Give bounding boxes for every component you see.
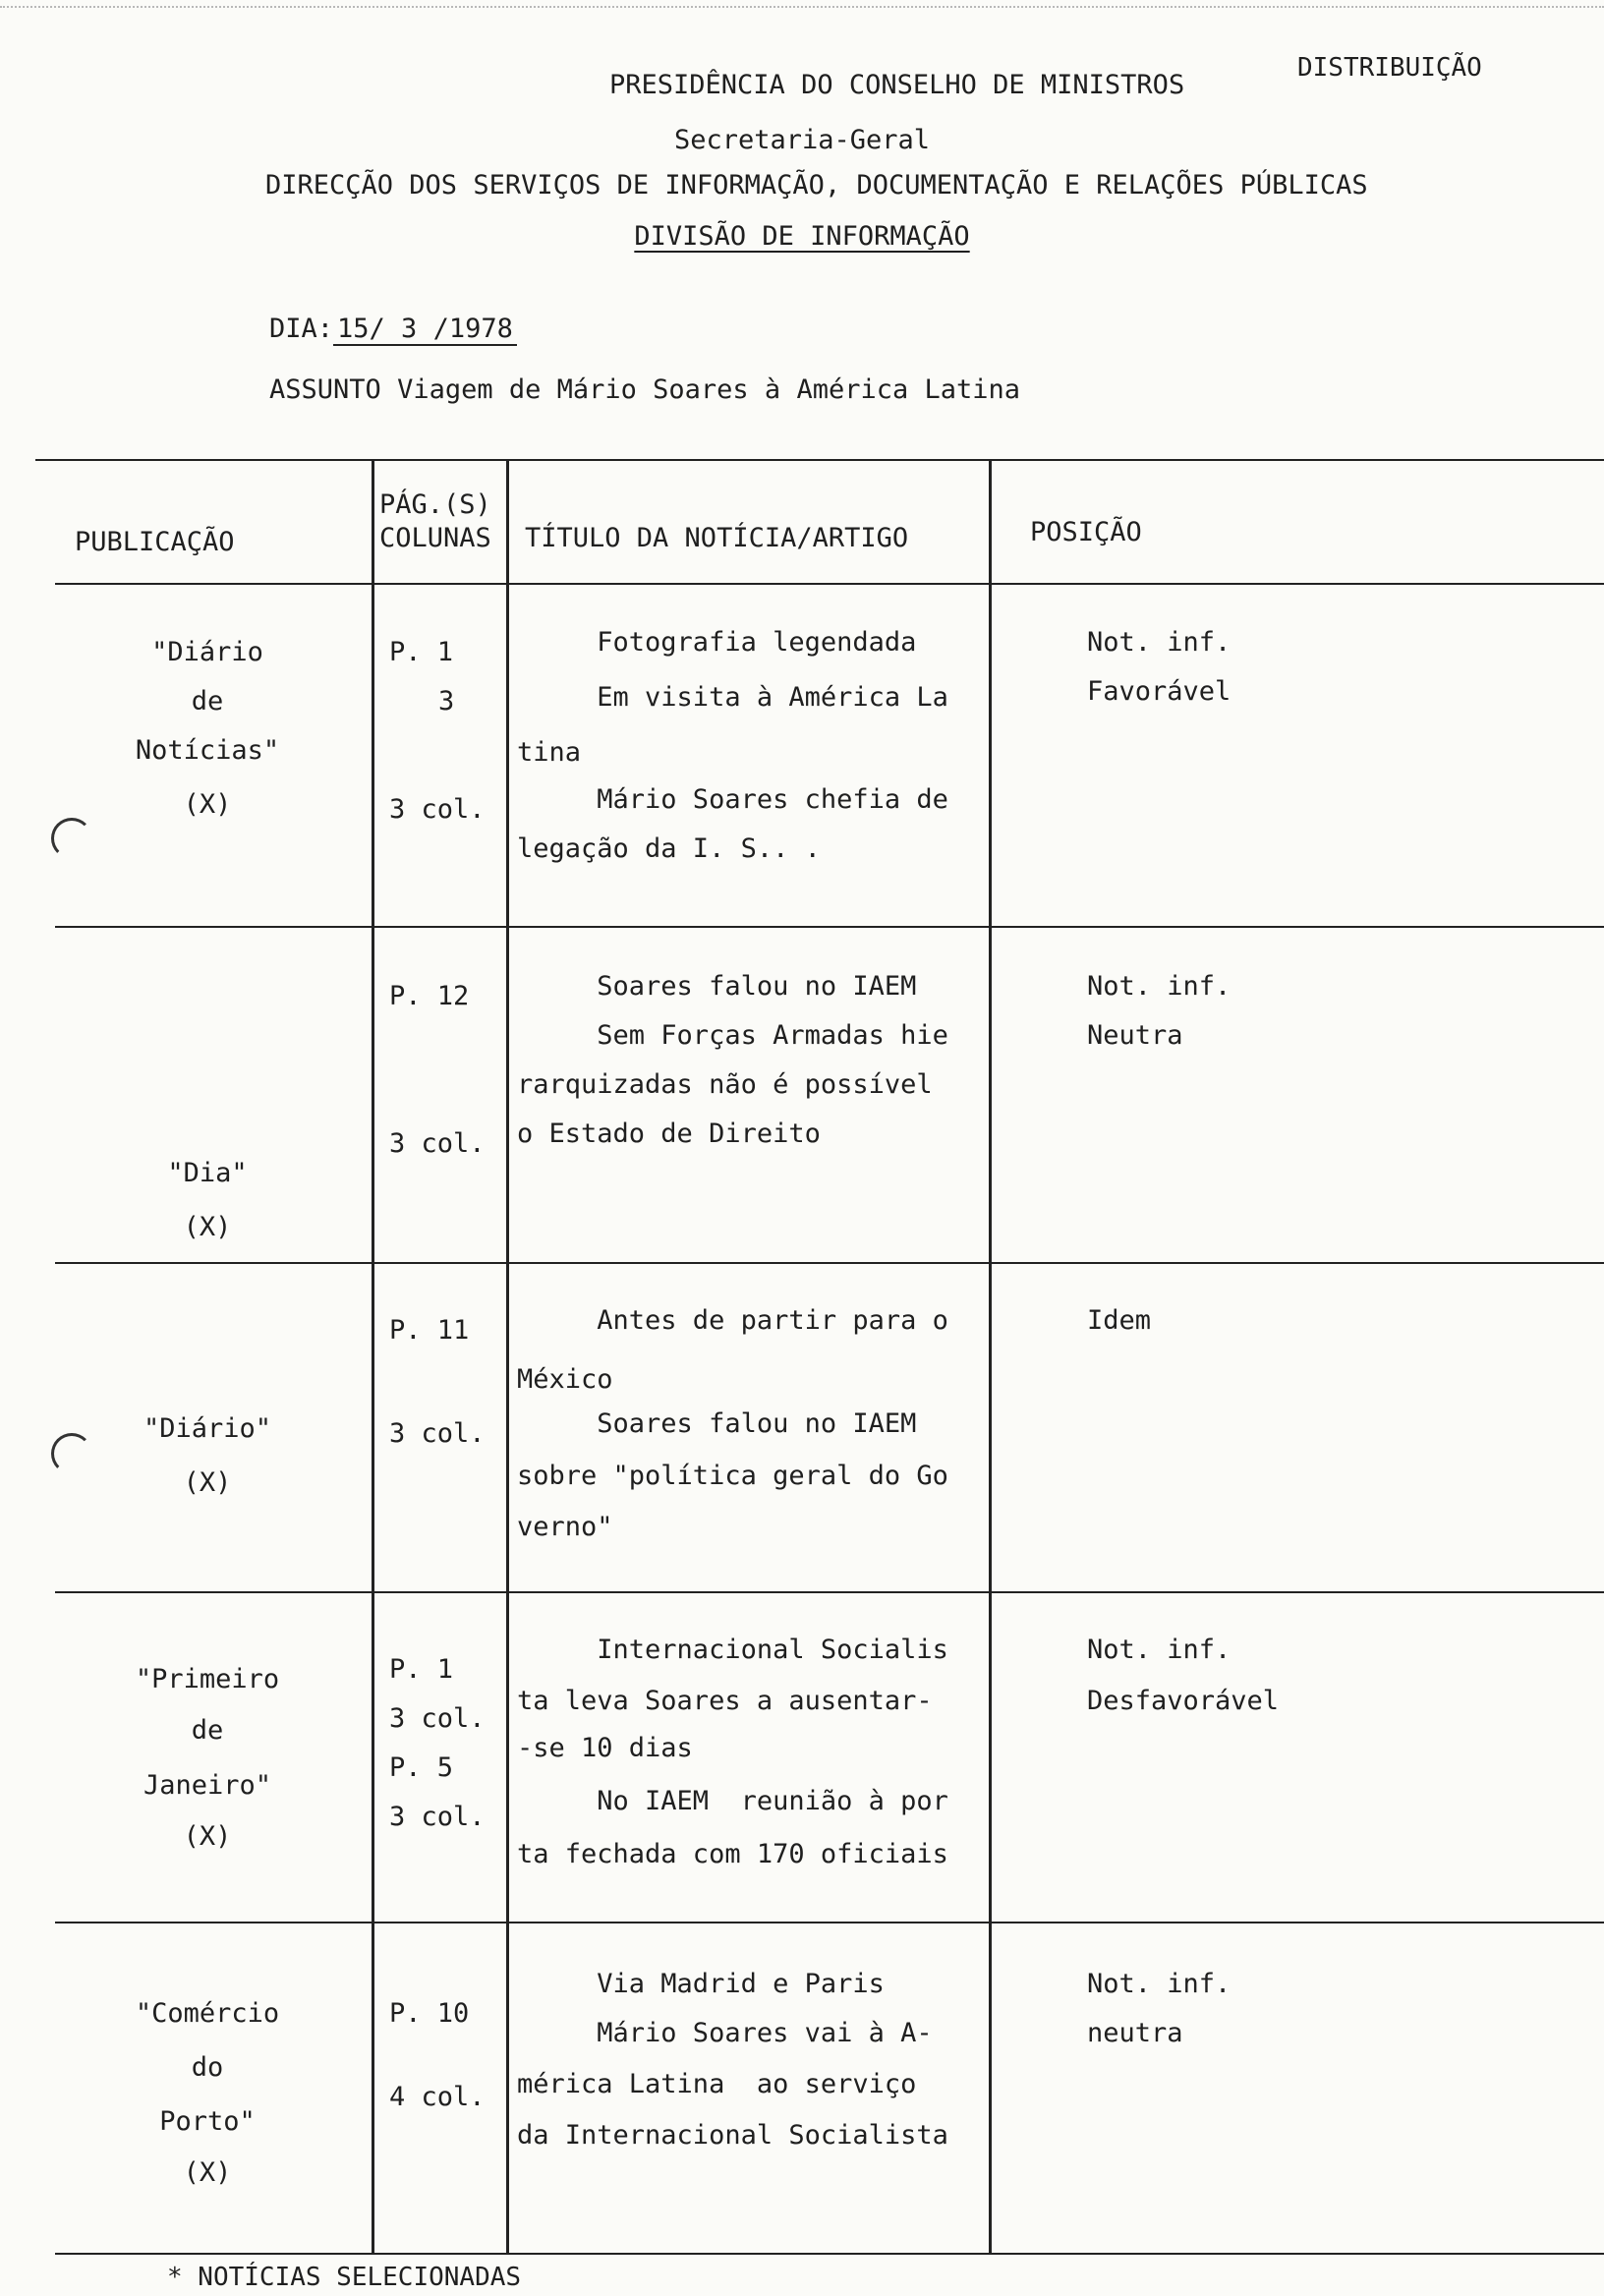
division-heading-text: DIVISÃO DE INFORMAÇÃO (634, 221, 970, 252)
position-line: Desfavorável (1087, 1686, 1280, 1716)
pages-line: 3 col. (389, 1802, 486, 1832)
table-rule-row4 (55, 1922, 1604, 1923)
pages-line: 4 col. (389, 2082, 486, 2112)
pages-line: 3 col. (389, 1703, 486, 1734)
position-line: Not. inf. (1087, 971, 1232, 1002)
pages-line: 3 col. (389, 1418, 486, 1449)
title-line: tina (517, 737, 582, 768)
pages-line: P. 1 (389, 1654, 454, 1685)
header-publication: PUBLICAÇÃO (75, 527, 235, 557)
title-line: ta fechada com 170 oficiais (517, 1839, 948, 1869)
publication-line: do (191, 2052, 224, 2083)
publication-line: Janeiro" (143, 1770, 272, 1801)
header-position: POSIÇÃO (1030, 517, 1142, 547)
title-line: da Internacional Socialista (517, 2120, 948, 2151)
position-line: neutra (1087, 2018, 1183, 2048)
pages-line: P. 10 (389, 1998, 470, 2029)
table-rule-row2 (55, 1262, 1604, 1264)
title-line: Internacional Socialis (517, 1635, 948, 1665)
publication-line: Notícias" (135, 735, 280, 766)
position-line: Neutra (1087, 1020, 1183, 1051)
title-line: o Estado de Direito (517, 1119, 821, 1149)
publication-line: "Diário" (143, 1413, 272, 1444)
title-line: sobre "política geral do Go (517, 1461, 948, 1491)
position-line: Not. inf. (1087, 627, 1232, 658)
distribution-label: DISTRIBUIÇÃO (1297, 53, 1482, 83)
footer-note: * NOTÍCIAS SELECIONADAS (167, 2263, 522, 2292)
subject-value: Viagem de Mário Soares à América Latina (397, 374, 1021, 405)
title-line: -se 10 dias (517, 1733, 693, 1763)
table-col-divider-1 (372, 459, 374, 2253)
title-line: Sem Forças Armadas hie (517, 1020, 948, 1051)
directorate-heading: DIRECÇÃO DOS SERVIÇOS DE INFORMAÇÃO, DOCUMENTAÇÃO E RELAÇÕES PÚBLICAS (265, 170, 1368, 201)
title-line: Em visita à América La (517, 682, 948, 713)
title-line: legação da I. S.. . (517, 833, 821, 864)
title-line: México (517, 1364, 613, 1395)
publication-line: "Dia" (167, 1158, 248, 1188)
table-rule-top (35, 459, 1604, 461)
pages-line: P. 12 (389, 981, 470, 1011)
publication-line: de (191, 1715, 224, 1746)
publication-line: "Diário (151, 637, 263, 667)
table-col-divider-2 (506, 459, 509, 2253)
title-line: ta leva Soares a ausentar- (517, 1686, 933, 1716)
date-label: DIA: (269, 314, 334, 344)
title-line: Via Madrid e Paris (517, 1969, 885, 1999)
date-line (269, 313, 517, 346)
title-line: verno" (517, 1512, 613, 1542)
position-line: Not. inf. (1087, 1635, 1232, 1665)
title-line: Antes de partir para o (517, 1305, 948, 1336)
publication-line: Porto" (159, 2106, 256, 2137)
pages-line: 3 col. (389, 1128, 486, 1159)
table-rule-bottom (55, 2253, 1604, 2255)
title-line: Mário Soares vai à A- (517, 2018, 933, 2048)
secretariat-heading: Secretaria-Geral (673, 125, 931, 155)
header-title: TÍTULO DA NOTÍCIA/ARTIGO (525, 523, 909, 553)
header-pages-line2: COLUNAS (379, 523, 491, 553)
subject-line (269, 373, 1020, 407)
subject-label: ASSUNTO (269, 374, 381, 405)
pages-line: 3 col. (389, 794, 486, 825)
title-line: Fotografia legendada (517, 627, 917, 658)
publication-line: (X) (183, 789, 232, 820)
table-rule-header (55, 583, 1604, 585)
position-line: Favorável (1087, 676, 1232, 707)
pages-line: P. 5 (389, 1752, 454, 1783)
date-value: 15/ 3 /1978 (333, 315, 517, 346)
page-top-edge (0, 6, 1604, 8)
publication-line: (X) (183, 2157, 232, 2188)
pages-line: P. 1 (389, 637, 454, 667)
header-pages-line1: PÁG.(S) (379, 489, 491, 520)
title-line: No IAEM reunião à por (517, 1786, 948, 1816)
title-line: Soares falou no IAEM (517, 1408, 917, 1439)
publication-line: de (191, 686, 224, 717)
publication-line: (X) (183, 1212, 232, 1242)
publication-line: (X) (183, 1467, 232, 1498)
position-line: Not. inf. (1087, 1969, 1232, 1999)
position-line: Idem (1087, 1305, 1152, 1336)
pages-line: 3 (438, 686, 455, 717)
title-line: Mário Soares chefia de (517, 784, 948, 815)
pages-line: P. 11 (389, 1315, 470, 1346)
presidency-heading: PRESIDÊNCIA DO CONSELHO DE MINISTROS (609, 70, 1185, 100)
title-line: mérica Latina ao serviço (517, 2069, 917, 2099)
publication-line: "Comércio (135, 1998, 280, 2029)
table-col-divider-3 (989, 459, 992, 2253)
title-line: rarquizadas não é possível (517, 1069, 933, 1100)
press-clippings-table (55, 459, 1604, 2255)
table-rule-row3 (55, 1591, 1604, 1593)
publication-line: "Primeiro (135, 1664, 280, 1694)
publication-line: (X) (183, 1821, 232, 1852)
table-rule-row1 (55, 926, 1604, 928)
division-heading (0, 220, 1604, 254)
title-line: Soares falou no IAEM (517, 971, 917, 1002)
